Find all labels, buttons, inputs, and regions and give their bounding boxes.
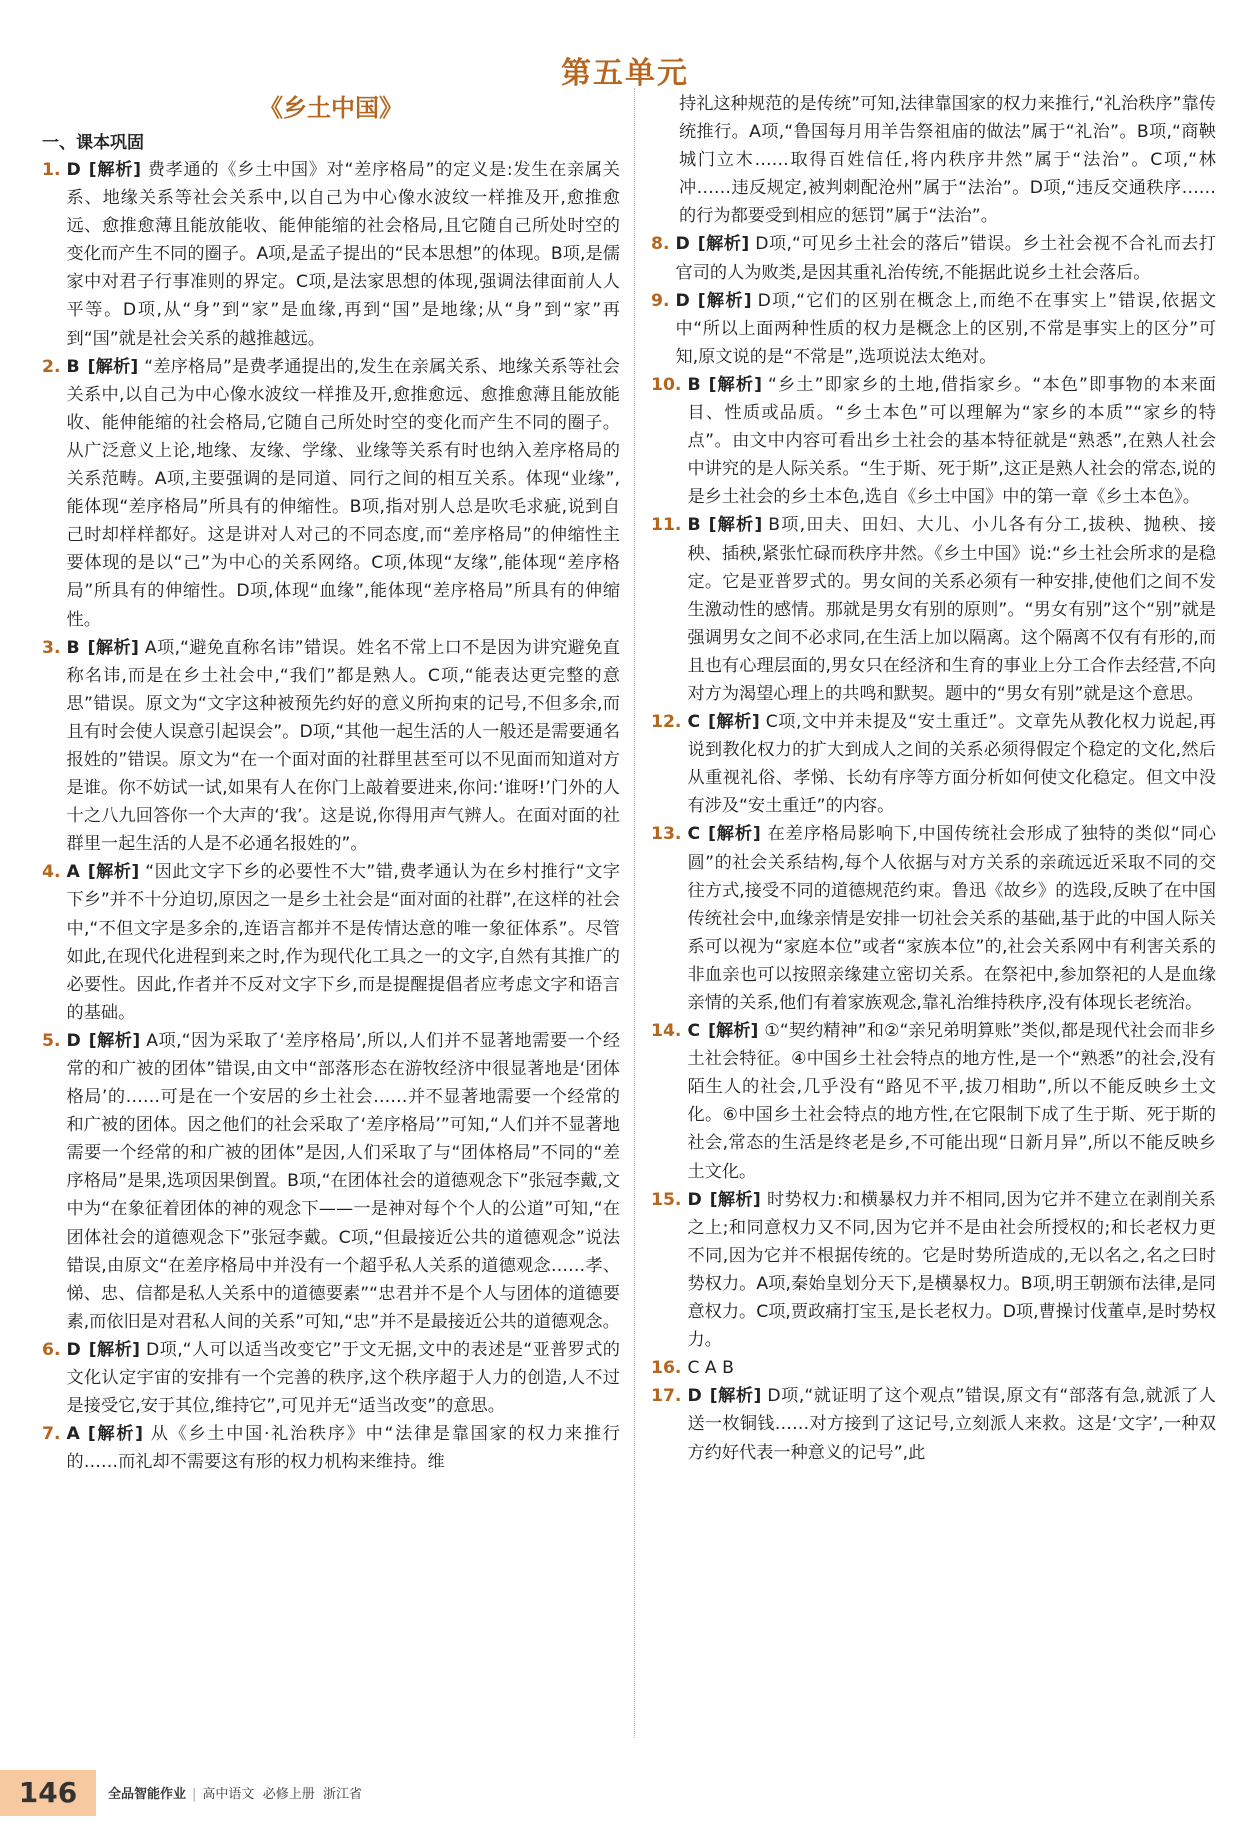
analysis-text: A项,“因为采取了‘差序格局’,所以,人们并不显著地需要一个经常的和广被的团体”错误,由文中“部落形态在游牧经济中很显著地是‘团体格局’的……可是在一个安居的乡土社会……并不显著地需要一个经常的和广被的团体。因之他们的社会采取了‘差序格局’”可知,“人们并不显著地需要一个经常的和广被的团体”是因,人们采取了与“团体格局”不同的“差序格局”是果,选项因果倒置。B项,“在团体社会的道德观念下”张冠李戴,文中为“在象征着团体的神的观念下——一是神对每个个人的公道”可知,“在团体社会的道德观念下”张冠李戴。C项,“但最接近公共的道德观念”说法错误,由原文“在差序格局中并没有一个超乎私人关系的道德观念……孝、悌、忠、信都是私人关系中的道德要素”“忠君并不是个人与团体的道德要素,而依旧是对君私人间的关系”可知,“忠”并不是最接近公共的道德观念。 bbox=[66, 1030, 621, 1332]
question-number: 12. bbox=[651, 712, 682, 733]
analysis-text: 费孝通的《乡土中国》对“差序格局”的定义是:发生在亲属关系、地缘关系等社会关系中,以自己为中心像水波纹一样推及开,愈推愈远、愈推愈薄且能放能收、能伸能缩的社会格局,且它随自己所处时空的变化而产生不同的圈子。A项,是孟子提出的“民本思想”的体现。B项,是儒家中对君子行事准则的界定。C项,是法家思想的体现,强调法律面前人人平等。D项,从“身”到“家”是血缘,再到“国”是地缘;从“身”到“家”再到“国”就是社会关系的越推越远。 bbox=[66, 160, 620, 349]
analysis-tag: [解析] bbox=[708, 515, 763, 536]
question-number: 1. bbox=[42, 160, 61, 180]
question-number: 14. bbox=[651, 1021, 682, 1042]
answer-item bbox=[651, 708, 1216, 820]
analysis-tag: [解析] bbox=[87, 356, 139, 377]
answer-body bbox=[67, 858, 621, 1027]
question-number: 11. bbox=[651, 515, 682, 536]
analysis-tag: [解析] bbox=[708, 374, 762, 395]
answer-item bbox=[651, 1354, 1216, 1382]
answer-choice: D bbox=[687, 1189, 702, 1210]
question-number: 15. bbox=[651, 1189, 682, 1210]
page-number: 146 bbox=[0, 1770, 96, 1816]
analysis-tag: [解析] bbox=[709, 1386, 762, 1407]
answer-body bbox=[67, 1027, 621, 1336]
answer-choice: B bbox=[687, 374, 701, 395]
answer-body bbox=[676, 230, 1217, 286]
analysis-text: C项,文中并未提及“安土重迁”。文章先从教化权力说起,再说到教化权力的扩大到成人之间的关系必须得假定个稳定的文化,然后从重视礼俗、孝悌、长幼有序等方面分析如何使文化稳定。但文中没有涉及“安土重迁”的内容。 bbox=[687, 712, 1216, 817]
analysis-text: “差序格局”是费孝通提出的,发生在亲属关系、地缘关系等社会关系中,以自己为中心像水波纹一样推及开,愈推愈远、愈推愈薄且能放能收、能伸能缩的社会格局,它随自己所处时空的变化而产生不同的圈子。从广泛意义上论,地缘、友缘、学缘、业缘等关系有时也纳入差序格局的关系范畴。A项,主要强调的是同道、同行之间的相互关系。体现“业缘”,能体现“差序格局”所具有的伸缩性。B项,指对别人总是吹毛求疵,说到自己时却样样都好。这是讲对人对己的不同态度,而“差序格局”的伸缩性主要体现的是以“己”为中心的关系网络。C项,体现“友缘”,能体现“差序格局”所具有的伸缩性。D项,体现“血缘”,能体现“差序格局”所具有的伸缩性。 bbox=[66, 356, 620, 630]
answer-item bbox=[651, 1382, 1216, 1466]
analysis-text: D项,“它们的区别在概念上,而绝不在事实上”错误,依据文中“所以上面两种性质的权力是概念上的区别,不常是事实上的区分”可知,原文说的是“不常是”,选项说法太绝对。 bbox=[675, 290, 1216, 367]
question-number: 17. bbox=[651, 1386, 682, 1407]
answer-choice: D bbox=[687, 1386, 702, 1407]
answer-choice: B bbox=[66, 356, 80, 377]
analysis-tag: [解析] bbox=[709, 1189, 761, 1210]
answer-choice: D bbox=[675, 290, 690, 311]
analysis-tag: [解析] bbox=[708, 1021, 759, 1042]
column-divider bbox=[634, 88, 635, 1738]
answer-item bbox=[42, 156, 620, 353]
question-number: 16. bbox=[651, 1358, 682, 1379]
analysis-text: A项,“避免直称名讳”错误。姓名不常上口不是因为讲究避免直称名讳,而是在乡土社会中,“我们”都是熟人。C项,“能表达更完整的意思”错误。原文为“文字这种被预先约好的意义所拘束的记号,不但多余,而且有时会使人误意引起误会”。D项,“其他一起生活的人一般还是需要通名报姓的”错误。原文为“在一个面对面的社群里甚至可以不见面而知道对方是谁。你不妨试一试,如果有人在你门上敲着要进来,你问:‘谁呀!’门外的人十之八九回答你一个大声的‘我’。这是说,你得用声气辨人。在面对面的社群里一起生活的人是不必通名报姓的”。 bbox=[66, 637, 620, 855]
analysis-tag: [解析] bbox=[708, 712, 760, 733]
book-volume: 必修上册 bbox=[262, 1787, 315, 1802]
section-heading: 一、课本巩固 bbox=[42, 133, 144, 153]
answer-body bbox=[687, 820, 1216, 1017]
analysis-text: D项,“人可以适当改变它”于文无据,文中的表述是“亚普罗式的文化认定宇宙的安排有一个完善的秩序,这个秩序超于人力的创造,人不过是接受它,安于其位,维持它”,可见并无“适当改变”的意思。 bbox=[66, 1339, 620, 1417]
book-subject: 高中语文 bbox=[202, 1787, 255, 1802]
answer-item bbox=[651, 1186, 1216, 1355]
answer-body bbox=[687, 1017, 1216, 1186]
analysis-text: 从《乡土中国·礼治秩序》中“法律是靠国家的权力来推行的……而礼却不需要这有形的权力机构来维持。维 bbox=[66, 1424, 620, 1473]
answer-choice: B bbox=[687, 515, 701, 536]
answer-item bbox=[651, 1017, 1216, 1186]
answer-choice: D bbox=[66, 160, 81, 180]
answer-choice: C bbox=[687, 712, 701, 733]
answer-choice: A bbox=[66, 1424, 80, 1445]
continued-text: 持礼这种规范的是传统”可知,法律靠国家的权力来推行,“礼治秩序”靠传统推行。A项,“鲁国每月用羊告祭祖庙的做法”属于“礼治”。B项,“商鞅城门立木……取得百姓信任,将内秩序井然”属于“法治”。C项,“林冲……违反规定,被判刺配沧州”属于“法治”。D项,“违反交通秩序……的行为都要受到相应的惩罚”属于“法治”。 bbox=[679, 94, 1216, 227]
unit-title: 第五单元 bbox=[561, 56, 689, 91]
answer-body bbox=[67, 634, 621, 859]
book-region: 浙江省 bbox=[322, 1787, 362, 1802]
answer-body bbox=[67, 156, 621, 353]
answer-body bbox=[687, 708, 1216, 820]
analysis-tag: [解析] bbox=[697, 234, 750, 255]
analysis-tag: [解析] bbox=[697, 290, 752, 311]
answer-item bbox=[651, 287, 1216, 371]
analysis-text: B项,田夫、田妇、大儿、小儿各有分工,拔秧、抛秧、接秧、插秧,紧张忙碌而秩序井然。《乡土中国》说:“乡土社会所求的是稳定。它是亚普罗式的。男女间的关系必须有一种安排,使他们之间不发生激动性的感情。那就是男女有别的原则”。“男女有别”这个“别”就是强调男女之间不必求同,在生活上加以隔离。这个隔离不仅有有形的,而且也有心理层面的,男女只在经济和生育的事业上分工合作去经营,不向对方为渴望心理上的共鸣和默契。题中的“男女有别”就是这个意思。 bbox=[687, 515, 1216, 704]
question-number: 2. bbox=[42, 356, 61, 377]
analysis-text: C A B bbox=[687, 1358, 734, 1379]
answer-item bbox=[651, 511, 1216, 708]
question-number: 5. bbox=[42, 1030, 61, 1051]
answer-body bbox=[687, 1354, 1216, 1382]
analysis-text: D项,“可见乡土社会的落后”错误。乡土社会视不合礼而去打官司的人为败类,是因其重礼治传统,不能据此说乡土社会落后。 bbox=[675, 234, 1216, 283]
analysis-text: D项,“就证明了这个观点”错误,原文有“部落有急,就派了人送一枚铜钱……对方接到了这记号,立刻派人来救。这是‘文字’,一种双方约好代表一种意义的记号”,此 bbox=[687, 1386, 1216, 1463]
left-column bbox=[42, 90, 620, 1476]
answer-choice: A bbox=[66, 862, 80, 883]
answer-body bbox=[67, 1336, 621, 1420]
analysis-text: ①“契约精神”和②“亲兄弟明算账”类似,都是现代社会而非乡土社会特征。④中国乡土社会特点的地方性,是一个“熟悉”的社会,没有陌生人的社会,几乎没有“路见不平,拔刀相助”,所以不能反映乡土文化。⑥中国乡土社会特点的地方性,在它限制下成了生于斯、死于斯的社会,常态的生活是终老是乡,不可能出现“日新月异”,所以不能反映乡土文化。 bbox=[687, 1021, 1216, 1182]
question-number: 4. bbox=[42, 862, 61, 883]
right-answer-list bbox=[651, 90, 1216, 1467]
question-number: 9. bbox=[651, 290, 670, 311]
answer-choice: D bbox=[675, 234, 690, 255]
answer-choice: D bbox=[66, 1030, 81, 1051]
answer-item bbox=[42, 634, 620, 859]
analysis-text: 在差序格局影响下,中国传统社会形成了独特的类似“同心圆”的社会关系结构,每个人依据与对方关系的亲疏远近采取不同的交往方式,接受不同的道德规范约束。鲁迅《故乡》的选段,反映了在中国传统社会中,血缘亲情是安排一切社会关系的基础,基于此的中国人际关系可以视为“家庭本位”或者“家族本位”的,社会关系网中有利害关系的非血亲也可以按照亲缘建立密切关系。在祭祀中,参加祭祀的人是血缘亲情的关系,他们有着家族观念,靠礼治维持秩序,没有体现长老统治。 bbox=[687, 824, 1216, 1013]
lesson-title: 《乡土中国》 bbox=[259, 94, 403, 122]
answer-item bbox=[651, 371, 1216, 511]
analysis-tag: [解析] bbox=[87, 637, 139, 658]
page-footer bbox=[0, 1770, 1250, 1830]
book-info: 全品智能作业 | 高中语文 必修上册 浙江省 bbox=[108, 1787, 362, 1802]
analysis-tag: [解析] bbox=[87, 862, 140, 883]
left-answer-list bbox=[42, 156, 620, 1476]
right-column bbox=[651, 90, 1216, 1467]
analysis-tag: [解析] bbox=[88, 1339, 141, 1360]
analysis-text: 时势权力:和横暴权力并不相同,因为它并不建立在剥削关系之上;和同意权力又不同,因为它并不是由社会所授权的;和长老权力更不同,因为它并不根据传统的。它是时势所造成的,无以名之,名之曰时势权力。A项,秦始皇划分天下,是横暴权力。B项,明王朝颁布法律,是同意权力。C项,贾政痛打宝玉,是长老权力。D项,曹操讨伐董卓,是时势权力。 bbox=[687, 1189, 1216, 1351]
answer-item bbox=[42, 1027, 620, 1336]
answer-choice: B bbox=[66, 637, 80, 658]
question-number: 3. bbox=[42, 637, 61, 658]
question-number: 6. bbox=[42, 1339, 61, 1360]
question-number: 10. bbox=[651, 374, 682, 395]
answer-item bbox=[42, 353, 620, 634]
answer-choice: C bbox=[687, 1021, 701, 1042]
answer-item bbox=[651, 820, 1216, 1017]
answer-item bbox=[42, 858, 620, 1027]
answer-item bbox=[42, 1420, 620, 1476]
analysis-text: “因此文字下乡的必要性不大”错,费孝通认为在乡村推行“文字下乡”并不十分迫切,原因之一是乡土社会是“面对面的社群”,在这样的社会中,“不但文字是多余的,连语言都并不是传情达意的唯一象征体系”。尽管如此,在现代化进程到来之时,作为现代化工具之一的文字,自然有其推广的必要性。因此,作者并不反对文字下乡,而是提醒提倡者应考虑文字和语言的基础。 bbox=[66, 862, 620, 1023]
question-number: 7. bbox=[42, 1424, 61, 1445]
answer-body bbox=[687, 1186, 1216, 1355]
answer-item bbox=[651, 230, 1216, 286]
answer-body bbox=[687, 371, 1216, 511]
answer-choice: D bbox=[66, 1339, 81, 1360]
answer-choice: C bbox=[687, 824, 701, 845]
answer-body bbox=[676, 287, 1217, 371]
book-name: 全品智能作业 bbox=[108, 1787, 187, 1802]
answer-body bbox=[67, 1420, 621, 1476]
answer-body bbox=[67, 353, 621, 634]
question-number: 8. bbox=[651, 234, 670, 255]
answer-item bbox=[42, 1336, 620, 1420]
answer-body bbox=[687, 1382, 1216, 1466]
analysis-tag: [解析] bbox=[87, 1424, 143, 1445]
answer-body bbox=[687, 511, 1216, 708]
analysis-tag: [解析] bbox=[88, 160, 141, 180]
analysis-tag: [解析] bbox=[708, 824, 761, 845]
analysis-text: “乡土”即家乡的土地,借指家乡。“本色”即事物的本来面目、性质或品质。“乡土本色”可以理解为“家乡的本质”“家乡的特点”。由文中内容可看出乡土社会的基本特征就是“熟悉”,在熟人社会中讲究的是人际关系。“生于斯、死于斯”,这正是熟人社会的常态,说的是乡土社会的乡土本色,选自《乡土中国》中的第一章《乡土本色》。 bbox=[687, 374, 1216, 508]
question-number: 13. bbox=[651, 824, 682, 845]
analysis-tag: [解析] bbox=[88, 1030, 141, 1051]
